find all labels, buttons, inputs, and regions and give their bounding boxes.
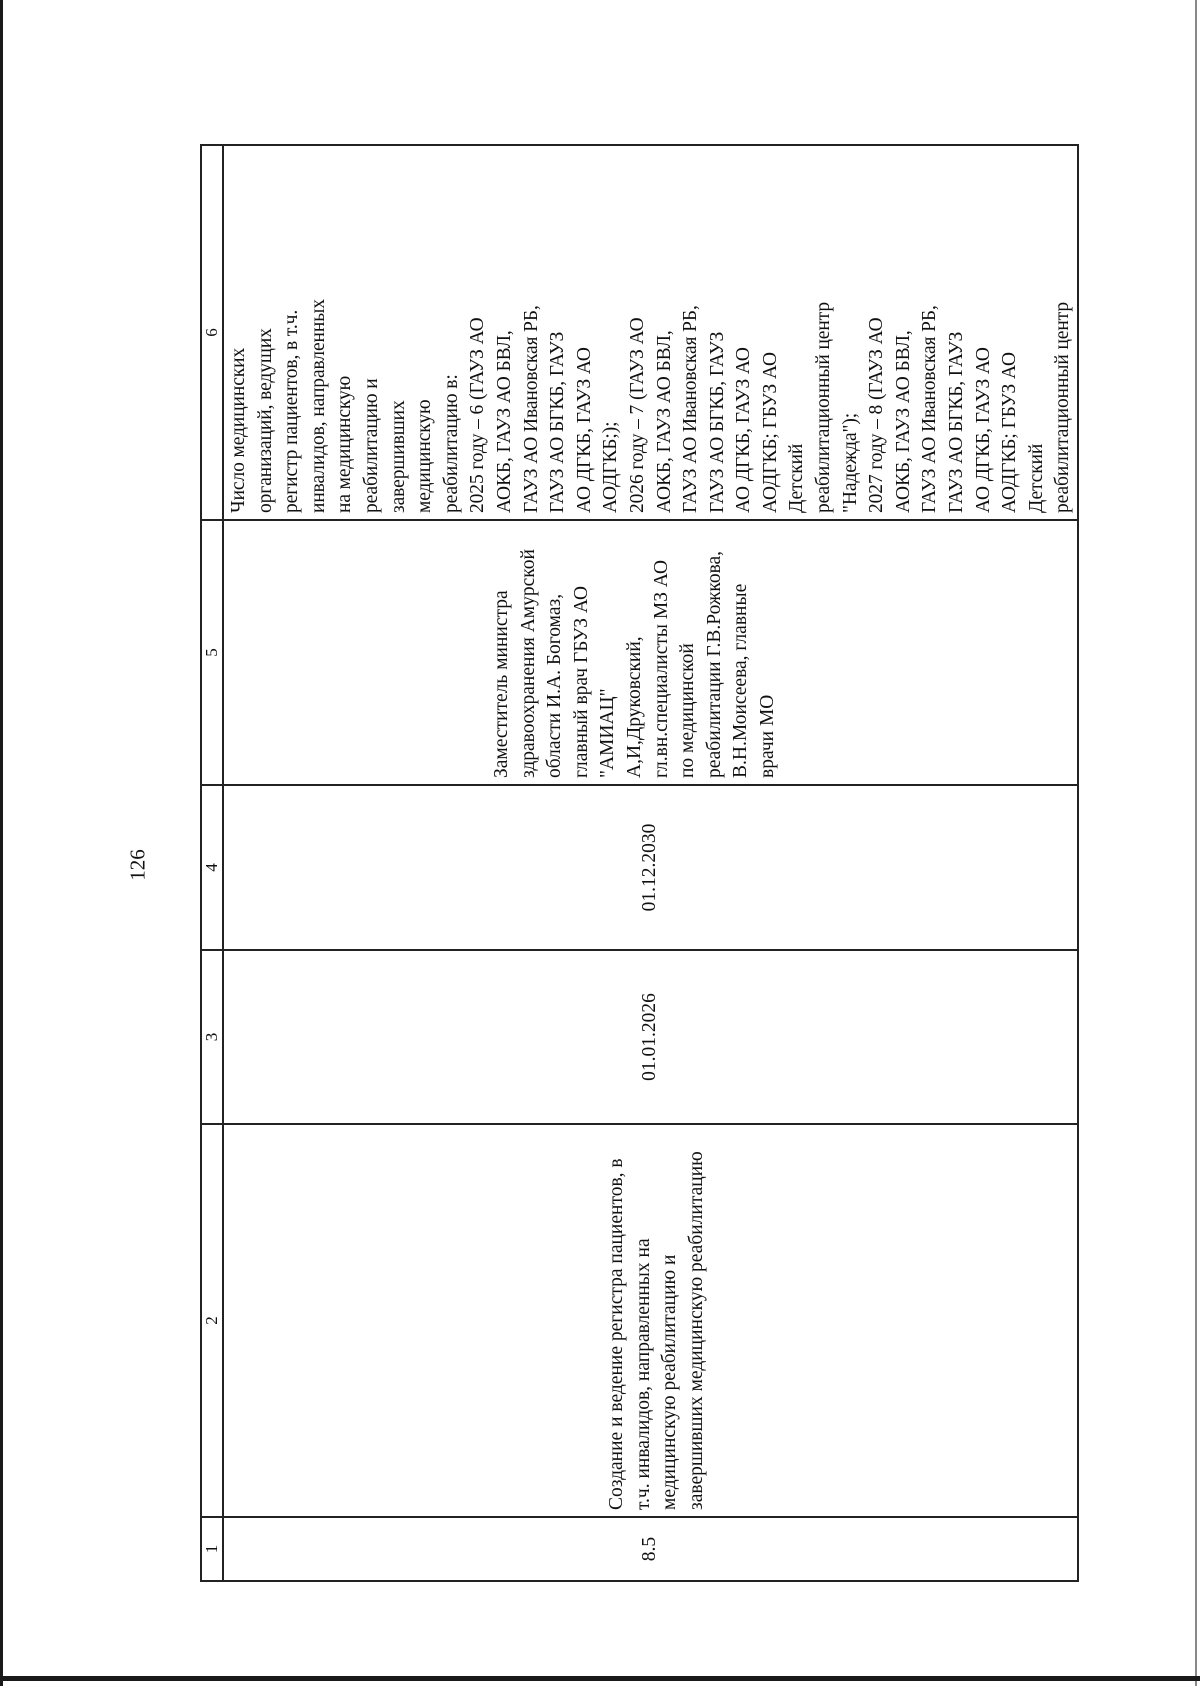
end-date: 01.12.2030 bbox=[223, 785, 1078, 950]
page-edge-right bbox=[1195, 0, 1197, 1686]
column-number-5: 5 bbox=[201, 520, 223, 785]
table-header-row bbox=[201, 145, 223, 1581]
measure-name: Создание и ведение регистра пациентов, в т.ч. инвалидов, направленных на медицинскую реабилитацию и завершивших медицинскую реабилитацию bbox=[606, 1151, 707, 1510]
table-container bbox=[200, 146, 1074, 1582]
page-number: 126 bbox=[125, 849, 150, 881]
page-edge-left bbox=[0, 0, 3, 1686]
responsible-persons: Заместитель министра здравоохранения Амурской области И.А. Богомаз, главный врач ГБУЗ АО "АМИАЦ" А,И,Друковский, гл.вн.специалисты МЗ АО по медицинской реабилитации Г.В.Рожкова, В.Н.Моисеева, главные врачи МО bbox=[491, 549, 778, 778]
column-number-2: 2 bbox=[201, 1124, 223, 1517]
indicator-text: Число медицинских организаций, ведущих регистр пациентов, в т.ч. инвалидов, направленных на медицинскую реабилитацию и завершивших медицинскую реабилитацию в: 2025 году – 6 (ГАУЗ АО АОКБ, ГАУЗ АО БВЛ, ГАУЗ АО Ивановская РБ, ГАУЗ АО БГКБ, ГАУЗ АО ДГКБ, ГАУЗ АО АОДГКБ;); 2026 году – 7 (ГАУЗ АО АОКБ, ГАУЗ АО БВЛ, ГАУЗ АО Ивановская РБ, ГАУЗ АО БГКБ, ГАУЗ АО ДГКБ, ГАУЗ АО АОДГКБ; ГБУЗ АО Детский реабилитационный центр "Надежда"); 2027 году – 8 (ГАУЗ АО АОКБ, ГАУЗ АО БВЛ, ГАУЗ АО Ивановская РБ, ГАУЗ АО БГКБ, ГАУЗ АО ДГКБ, ГАУЗ АО АОДГКБ; ГБУЗ АО Детский реабилитационный центр bbox=[228, 299, 1074, 513]
column-number-4: 4 bbox=[201, 785, 223, 950]
measures-table bbox=[200, 144, 1079, 1582]
responsible-cell bbox=[223, 520, 1078, 785]
start-date: 01.01.2026 bbox=[223, 950, 1078, 1124]
page-edge-bottom bbox=[0, 1676, 1200, 1681]
measure-name-cell bbox=[223, 1124, 1078, 1517]
indicator-cell bbox=[223, 145, 1078, 520]
table-row bbox=[223, 145, 1078, 1581]
column-number-6: 6 bbox=[201, 145, 223, 520]
row-number: 8.5 bbox=[223, 1517, 1078, 1581]
column-number-1: 1 bbox=[201, 1517, 223, 1581]
column-number-3: 3 bbox=[201, 950, 223, 1124]
